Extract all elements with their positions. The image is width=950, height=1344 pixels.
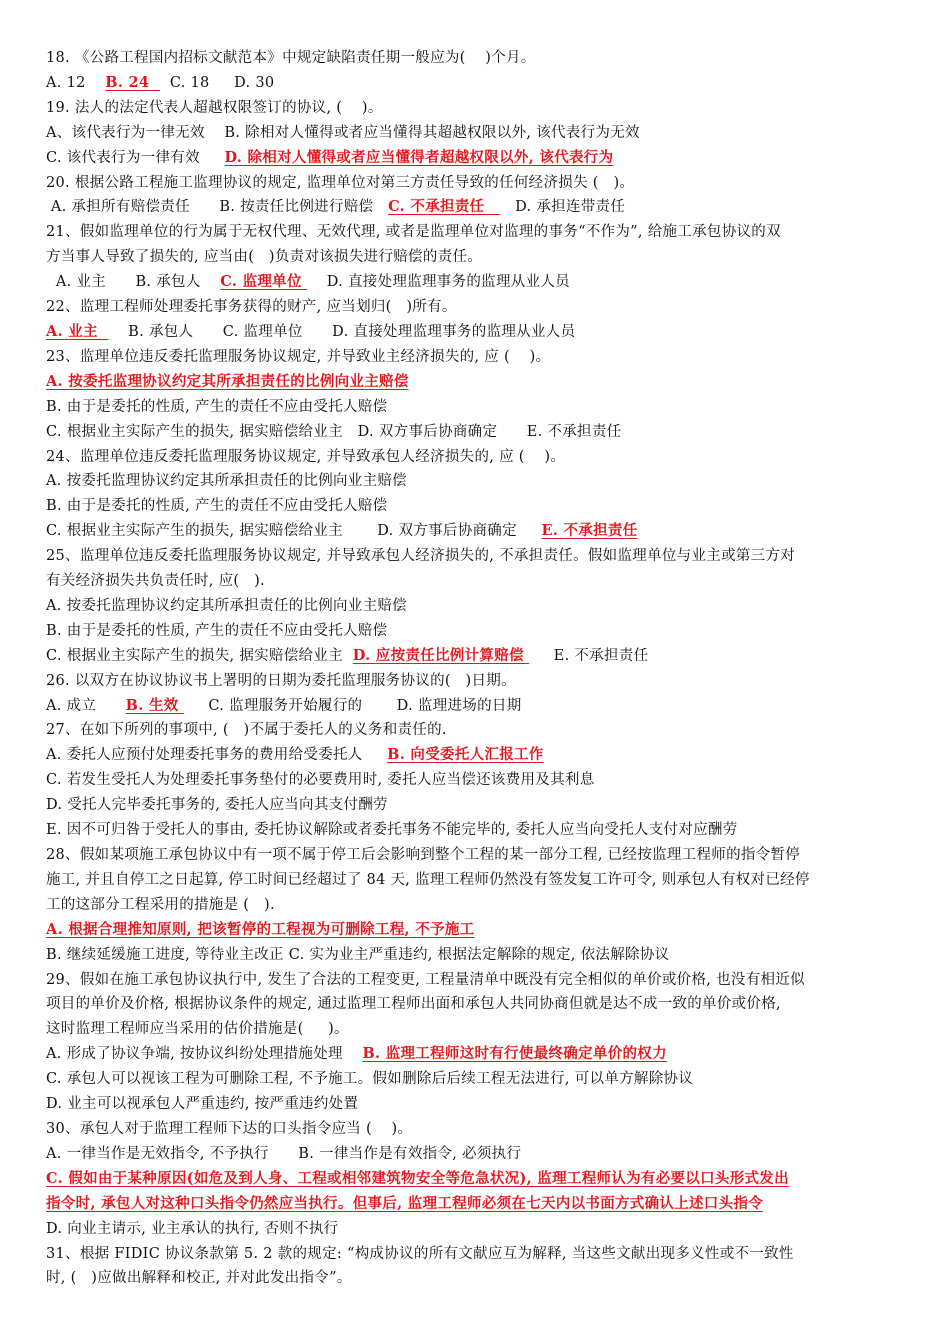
text-line xyxy=(46,195,910,220)
text-segment: B. 由于是委托的性质, 产生的责任不应由受托人赔偿 xyxy=(46,622,388,639)
text-line xyxy=(46,370,910,395)
text-segment: 施工, 并且自停工之日起算, 停工时间已经超过了 84 天, 监理工程师仍然没有签发复工许可令, 则承包人有权对已经停 xyxy=(46,871,810,888)
answer-highlight: B. 向受委托人汇报工作 xyxy=(387,746,544,764)
text-segment: A. 12 xyxy=(46,74,106,91)
text-segment: E. 不承担责任 xyxy=(529,647,649,664)
text-segment: 有关经济损失共负责任时, 应( ). xyxy=(46,573,265,590)
text-segment: D. 受托人完毕委托事务的, 委托人应当向其支付酬劳 xyxy=(46,797,388,814)
text-segment: A. 业主 B. 承包人 xyxy=(46,274,221,291)
text-segment: A. 按委托监理协议约定其所承担责任的比例向业主赔偿 xyxy=(46,597,407,614)
answer-highlight: C. 监理单位 xyxy=(220,273,308,291)
text-line xyxy=(46,943,910,968)
text-line xyxy=(46,694,910,719)
text-segment: 23、监理单位违反委托监理服务协议规定, 并导致业主经济损失的, 应 ( )。 xyxy=(46,348,551,365)
text-line xyxy=(46,619,910,644)
text-line xyxy=(46,1217,910,1242)
text-line xyxy=(46,868,910,893)
text-line xyxy=(46,569,910,594)
text-segment: 18. 《公路工程国内招标文献范本》中规定缺陷责任期一般应为( )个月。 xyxy=(46,50,536,66)
text-segment: 工的这部分工程采用的措施是 ( ). xyxy=(46,896,275,913)
text-segment: D. 向业主请示, 业主承认的执行, 否则不执行 xyxy=(46,1220,339,1237)
answer-highlight: C. 假如由于某种原因(如危及到人身、工程或相邻建筑物安全等危急状况), 监理工程师认为有必要以口头形式发出 xyxy=(46,1169,789,1187)
text-line xyxy=(46,46,910,71)
answer-highlight: D. 应按责任比例计算赔偿 xyxy=(352,646,530,664)
text-line xyxy=(46,1142,910,1167)
text-segment: D. 业主可以视承包人严重违约, 按严重违约处置 xyxy=(46,1096,359,1113)
text-line xyxy=(46,743,910,768)
text-line xyxy=(46,1192,910,1217)
text-segment: 项目的单价及价格, 根据协议条件的规定, 通过监理工程师出面和承包人共同协商但就是达不成一致的单价或价格, xyxy=(46,996,781,1013)
text-segment: C. 根据业主实际产生的损失, 据实赔偿给业主 xyxy=(46,647,353,664)
text-segment: B. 继续延缓施工进度, 等待业主改正 C. 实为业主严重违约, 根据法定解除的规定, 依法解除协议 xyxy=(46,946,670,963)
text-line xyxy=(46,445,910,470)
text-segment: 27、在如下所列的事项中, ( )不属于委托人的义务和责任的. xyxy=(46,722,447,739)
text-segment: 24、监理单位违反委托监理服务协议规定, 并导致承包人经济损失的, 应 ( )。 xyxy=(46,448,566,465)
text-segment: 时, ( )应做出解释和校正, 并对此发出指令”。 xyxy=(46,1270,352,1287)
text-segment: 19. 法人的法定代表人超越权限签订的协议, ( )。 xyxy=(46,99,383,116)
text-line xyxy=(46,494,910,519)
text-segment: B. 由于是委托的性质, 产生的责任不应由受托人赔偿 xyxy=(46,498,388,515)
text-line xyxy=(46,1117,910,1142)
text-segment: 25、监理单位违反委托监理服务协议规定, 并导致承包人经济损失的, 不承担责任。假如监理单位与业主或第三方对 xyxy=(46,548,796,565)
text-line xyxy=(46,1092,910,1117)
text-segment: E. 因不可归咎于受托人的事由, 委托协议解除或者委托事务不能完毕的, 委托人应当向受托人支付对应酬劳 xyxy=(46,822,738,839)
text-segment: 20. 根据公路工程施工监理协议的规定, 监理单位对第三方责任导致的任何经济损失 ( )。 xyxy=(46,174,635,191)
text-line xyxy=(46,718,910,743)
text-segment: C. 监理服务开始履行的 D. 监理进场的日期 xyxy=(183,697,522,714)
text-segment: A、该代表行为一律无效 B. 除相对人懂得或者应当懂得其超越权限以外, 该代表行为无效 xyxy=(46,124,640,141)
answer-highlight: D. 除相对人懂得或者应当懂得者超越权限以外, 该代表行为 xyxy=(224,148,614,166)
text-segment: C. 若发生受托人为处理委托事务垫付的必要费用时, 委托人应当偿还该费用及其利息 xyxy=(46,772,595,789)
answer-highlight: A. 按委托监理协议约定其所承担责任的比例向业主赔偿 xyxy=(46,372,409,390)
text-line xyxy=(46,968,910,993)
answer-highlight: A. 业主 xyxy=(46,322,109,340)
answer-highlight: E. 不承担责任 xyxy=(541,522,638,540)
text-line xyxy=(46,793,910,818)
text-line xyxy=(46,345,910,370)
text-line xyxy=(46,519,910,544)
text-line xyxy=(46,1266,910,1291)
text-line xyxy=(46,918,910,943)
text-line xyxy=(46,669,910,694)
text-line xyxy=(46,1042,910,1067)
text-line xyxy=(46,1017,910,1042)
text-line xyxy=(46,818,910,843)
text-line xyxy=(46,171,910,196)
text-line xyxy=(46,121,910,146)
text-line xyxy=(46,544,910,569)
text-line xyxy=(46,594,910,619)
text-line xyxy=(46,843,910,868)
text-segment: 这时监理工程师应当采用的估价措施是( )。 xyxy=(46,1021,349,1038)
text-segment: A. 成立 xyxy=(46,697,126,714)
text-segment: C. 该代表行为一律有效 xyxy=(46,149,225,166)
text-segment: 方当事人导致了损失的, 应当由( )负责对该损失进行赔偿的责任。 xyxy=(46,249,483,266)
text-line xyxy=(46,320,910,345)
text-segment: 31、根据 FIDIC 协议条款第 5. 2 款的规定: “构成协议的所有文献应互为解释, 当这些文献出现多义性或不一致性 xyxy=(46,1245,794,1262)
text-segment: C. 根据业主实际产生的损失, 据实赔偿给业主 D. 双方事后协商确定 E. 不承担责任 xyxy=(46,423,622,440)
text-line xyxy=(46,1242,910,1267)
text-line xyxy=(46,644,910,669)
text-line xyxy=(46,1167,910,1192)
text-line xyxy=(46,395,910,420)
text-line xyxy=(46,270,910,295)
text-segment: B. 承包人 C. 监理单位 D. 直接处理监理事务的监理从业人员 xyxy=(108,323,576,340)
text-line xyxy=(46,245,910,270)
answer-highlight: B. 监理工程师这时有行使最终确定单价的权力 xyxy=(362,1045,667,1063)
text-segment: A. 承担所有赔偿责任 B. 按责任比例进行赔偿 xyxy=(46,199,389,216)
answer-highlight: C. 不承担责任 xyxy=(388,198,501,216)
text-segment: A. 按委托监理协议约定其所承担责任的比例向业主赔偿 xyxy=(46,473,407,490)
text-segment: C. 根据业主实际产生的损失, 据实赔偿给业主 D. 双方事后协商确定 xyxy=(46,523,542,540)
text-line xyxy=(46,295,910,320)
text-line xyxy=(46,893,910,918)
text-line xyxy=(46,220,910,245)
text-segment: 21、假如监理单位的行为属于无权代理、无效代理, 或者是监理单位对监理的事务“不作为”, 给施工承包协议的双 xyxy=(46,224,781,241)
text-segment: C. 18 D. 30 xyxy=(160,74,275,91)
text-segment: 29、假如在施工承包协议执行中, 发生了合法的工程变更, 工程量清单中既没有完全相似的单价或价格, 也没有相近似 xyxy=(46,971,805,988)
text-line xyxy=(46,420,910,445)
answer-highlight: B. 24 xyxy=(105,73,161,91)
text-line xyxy=(46,768,910,793)
text-segment: A. 委托人应预付处理委托事务的费用给受委托人 xyxy=(46,747,388,764)
text-segment: 28、假如某项施工承包协议中有一项不属于停工后会影响到整个工程的某一部分工程, 已经按监理工程师的指令暂停 xyxy=(46,847,801,863)
text-line xyxy=(46,1067,910,1092)
text-segment: 22、监理工程师处理委托事务获得的财产, 应当划归( )所有。 xyxy=(46,299,457,316)
text-line xyxy=(46,146,910,171)
answer-highlight: B. 生效 xyxy=(125,696,184,714)
text-segment: 30、承包人对于监理工程师下达的口头指令应当 ( )。 xyxy=(46,1120,413,1137)
text-line xyxy=(46,992,910,1017)
text-segment: 26. 以双方在协议协议书上署明的日期为委托监理服务协议的( )日期。 xyxy=(46,672,516,689)
text-segment: B. 由于是委托的性质, 产生的责任不应由受托人赔偿 xyxy=(46,398,388,415)
text-segment: D. 承担连带责任 xyxy=(500,199,626,216)
text-line xyxy=(46,71,910,96)
text-segment: A. 一律当作是无效指令, 不予执行 B. 一律当作是有效指令, 必须执行 xyxy=(46,1145,522,1162)
answer-highlight: 指令时, 承包人对这种口头指令仍然应当执行。但事后, 监理工程师必须在七天内以书面方式确认上述口头指令 xyxy=(46,1194,763,1212)
text-segment: A. 形成了协议争端, 按协议纠纷处理措施处理 xyxy=(46,1046,363,1063)
text-segment: D. 直接处理监理事务的监理从业人员 xyxy=(307,274,570,291)
text-line xyxy=(46,96,910,121)
text-line xyxy=(46,469,910,494)
answer-highlight: A. 根据合理推知原则, 把该暂停的工程视为可删除工程, 不予施工 xyxy=(46,920,475,938)
text-segment: C. 承包人可以视该工程为可删除工程, 不予施工。假如删除后后续工程无法进行, 可以单方解除协议 xyxy=(46,1071,694,1088)
